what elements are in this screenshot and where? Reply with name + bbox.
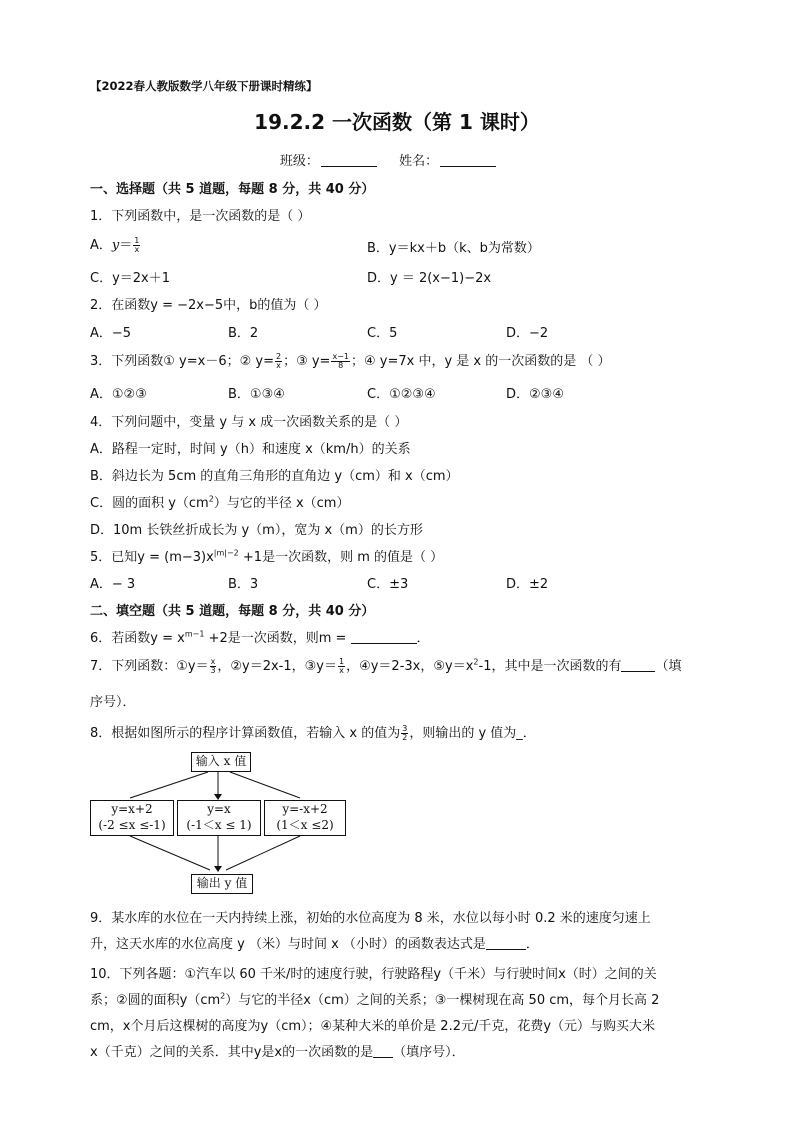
question-7-stem: 7．下列函数：①y＝ $\frac{x}{3}$ ，②y＝2x-1，③y＝ $\frac{1}{x}$ ，④y＝2-3x，$⑤y=x^2-1$，其中是一次函数的有 （填 <box>90 657 682 675</box>
question-1-option-d: D．y ＝ 2(x−1)−2x <box>367 271 492 286</box>
question-6-stem: 6．若函数$y = x^{m-1} +2$是一次函数，则m = ． <box>90 629 430 646</box>
question-1-option-a: A．y＝ $\frac{1}{x}$ <box>90 236 140 254</box>
name-field[interactable] <box>440 154 496 167</box>
question-1-option-c: C．y＝2x＋1 <box>90 271 171 286</box>
section-fill-heading: 二、填空题（共 5 道题，每题 8 分，共 40 分） <box>90 604 375 619</box>
question-5-option-c: C．±3 <box>367 577 409 592</box>
flowchart-branch-2: y=x (-1＜x ≤ 1) <box>177 800 261 836</box>
question-9-blank[interactable] <box>486 937 526 950</box>
student-info <box>0 150 794 169</box>
question-2-option-a: A．−5 <box>90 326 132 341</box>
question-4-stem: 4．下列问题中，变量 y 与 x 成一次函数关系的是（ ） <box>90 415 408 430</box>
question-4-option-c: C．圆的面积 $y(cm^2)$与它的半径 x（cm） <box>90 494 350 511</box>
question-10-line-3: cm，x个月后这棵树的高度为y（cm）；④某种大米的单价是 2.2元/千克，花费y（元）与购买大米 <box>90 1019 656 1034</box>
page-title: 19.2.2 一次函数（第 1 课时） <box>254 110 540 134</box>
class-field[interactable] <box>321 154 377 167</box>
question-5-option-a: A．− 3 <box>90 577 136 592</box>
class-label: 班级： <box>279 154 319 169</box>
question-1-option-b: B．y＝kx＋b（k、b为常数） <box>367 241 540 256</box>
flowchart-branch-1: y=x+2 (-2 ≤x ≤-1) <box>90 800 174 836</box>
flowchart-branch-3: y=-x+2 (1＜x ≤2) <box>264 800 346 836</box>
question-5-option-b: B．3 <box>228 577 259 592</box>
question-10-line-2: 系；②圆的面积$y(cm^2)$与它的半径x（cm）之间的关系；③一棵树现在高 50 cm，每个月长高 2 <box>90 991 660 1008</box>
question-2-option-b: B．2 <box>228 326 259 341</box>
question-4-option-d: D．10m 长铁丝折成长为 y（m），宽为 x（m）的长方形 <box>90 523 423 538</box>
question-3-option-b: B．①③④ <box>228 387 285 402</box>
question-3-option-d: D．②③④ <box>506 387 564 402</box>
question-7-stem-line2: 序号）． <box>90 695 136 710</box>
question-9-line-2: 升，这天水库的水位高度 y （米）与时间 x （小时）的函数表达式是 ． <box>90 937 539 952</box>
question-2-option-c: C．5 <box>367 326 398 341</box>
question-7-blank[interactable] <box>621 659 655 672</box>
question-1-stem: 1．下列函数中，是一次函数的是（ ） <box>90 209 311 224</box>
question-4-option-b: B．斜边长为 5cm 的直角三角形的直角边 y（cm）和 x（cm） <box>90 469 459 484</box>
flowchart-input-box: 输入 x 值 <box>191 752 251 772</box>
question-3-option-a: A．①②③ <box>90 387 147 402</box>
question-10-line-1: 10．下列各题：①汽车以 60 千米/时的速度行驶，行驶路程y（千米）与行驶时间x（时）之间的关 <box>90 967 657 982</box>
question-9-line-1: 9．某水库的水位在一天内持续上涨，初始的水位高度为 8 米，水位以每小时 0.2 米的速度匀速上 <box>90 911 651 926</box>
section-choice-heading: 一、选择题（共 5 道题，每题 8 分，共 40 分） <box>90 182 375 197</box>
name-label: 姓名： <box>399 154 439 169</box>
question-2-stem: 2．在函数y = −2x−5中，b的值为（ ） <box>90 298 327 313</box>
question-4-option-a: A．路程一定时，时间 y（h）和速度 x（km/h）的关系 <box>90 442 411 457</box>
question-5-stem: 5．已知$y = (m-3)x^{|m|-2} +1$是一次函数，则 m 的值是（ ） <box>90 548 444 565</box>
question-3-option-c: C．①②③④ <box>367 387 436 402</box>
question-6-blank[interactable] <box>351 631 417 644</box>
series-header: 【2022春人教版数学八年级下册课时精练】 <box>90 79 318 93</box>
question-2-option-d: D．−2 <box>506 326 549 341</box>
question-8-stem: 8．根据如图所示的程序计算函数值，若输入 x 的值为 $\frac{3}{2}$ ，则输出的 y 值为_． <box>90 724 536 742</box>
flowchart-output-box: 输出 y 值 <box>191 874 253 894</box>
question-10-blank[interactable] <box>373 1045 393 1058</box>
question-3-stem: 3．下列函数① y=x－6；② y= $\frac{2}{x}$ ；③ y= $\frac{x-1}{8}$ ；④ y=7x 中，y 是 x 的一次函数的是 （ ） <box>90 352 611 370</box>
question-10-line-4: x（千克）之间的关系．其中y是x的一次函数的是 （填序号）． <box>90 1045 465 1060</box>
question-5-option-d: D．±2 <box>506 577 549 592</box>
